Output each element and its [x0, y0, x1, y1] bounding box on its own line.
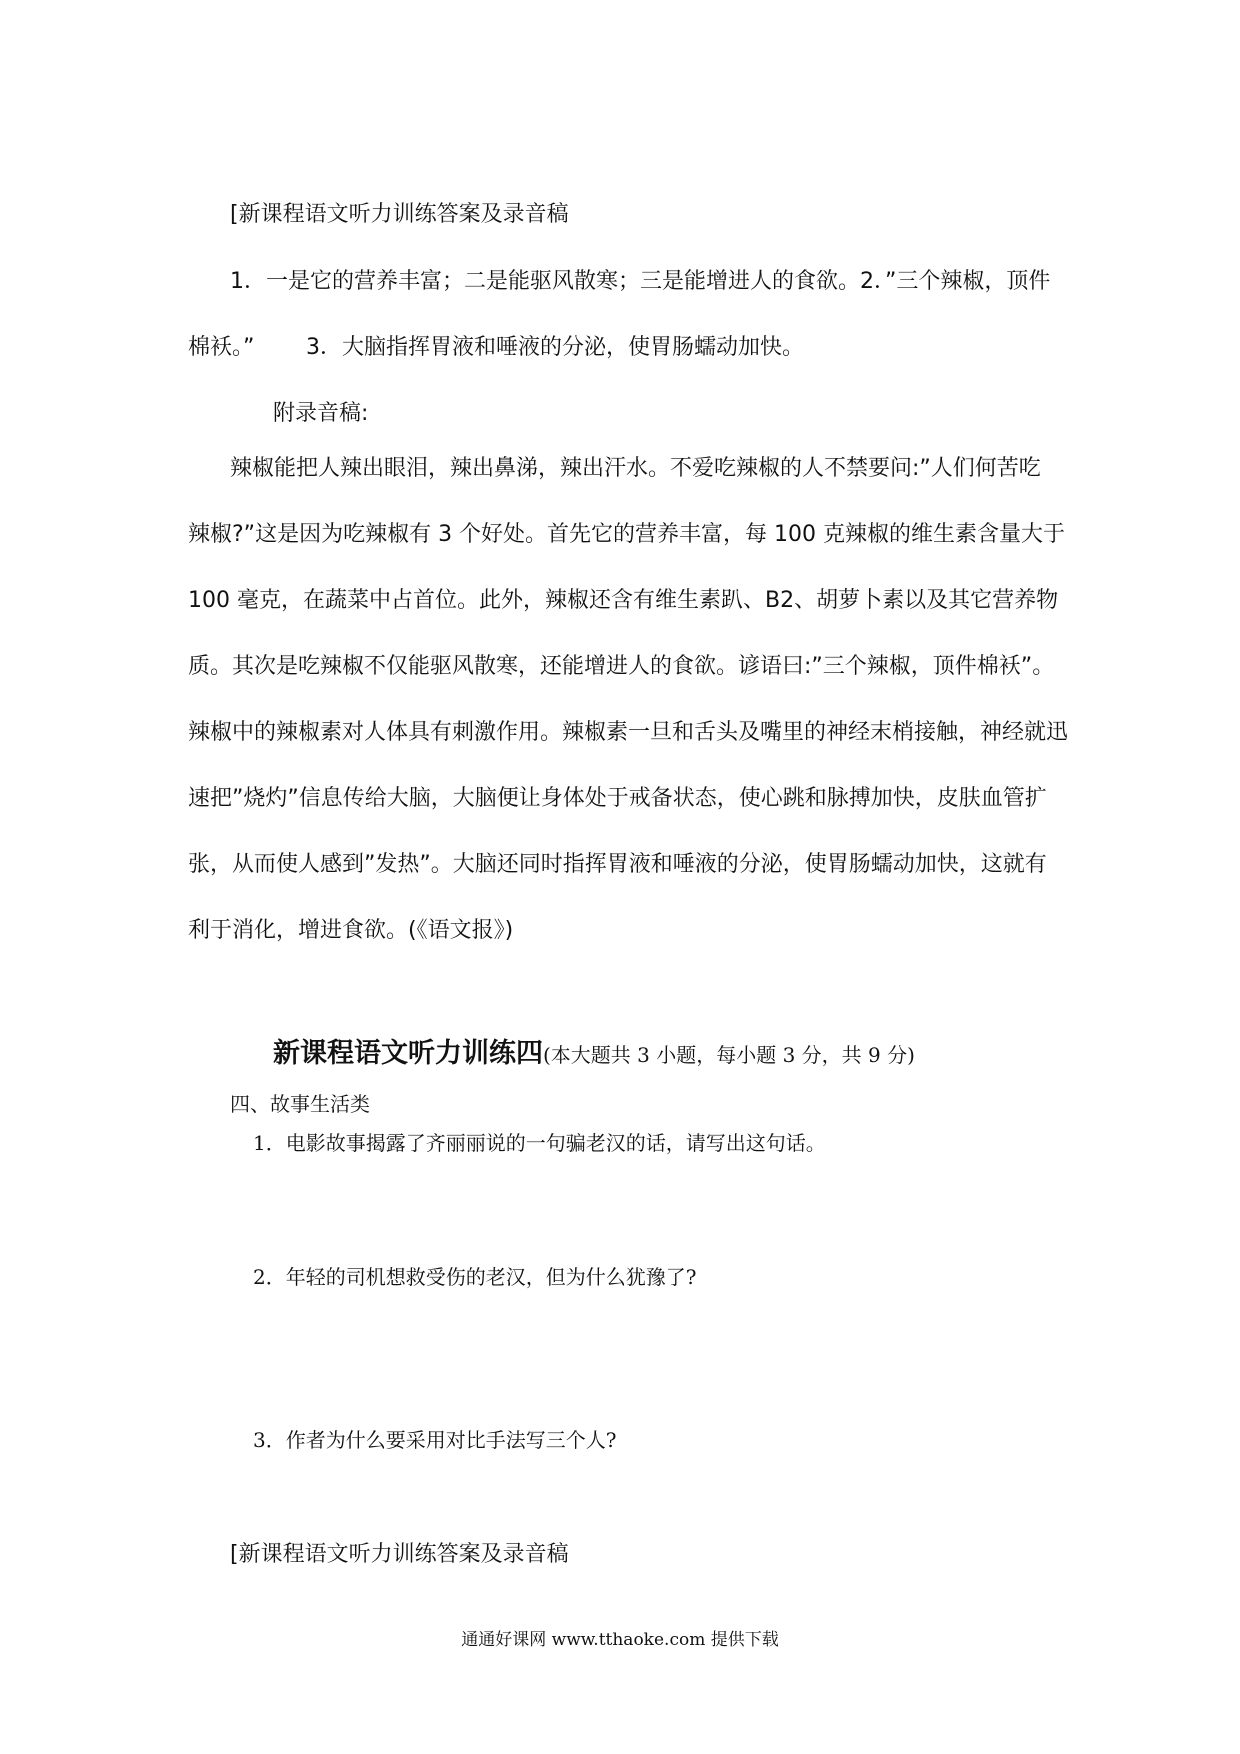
transcript-line: 辣椒?”这是因为吃辣椒有 3 个好处。首先它的营养丰富，每 100 克辣椒的维生素含量大于	[188, 522, 1066, 547]
transcript-line: 张，从而使人感到”发热”。大脑还同时指挥胃液和唾液的分泌，使胃肠蠕动加快，这就有	[188, 852, 1047, 877]
transcript-line: 利于消化，增进食欲。(《语文报》)	[188, 918, 514, 943]
exercise-title-row	[273, 1035, 915, 1075]
question-category: 四、故事生活类	[230, 1092, 370, 1116]
transcript-line: 速把”烧灼”信息传给大脑，大脑便让身体处于戒备状态，使心跳和脉搏加快，皮肤血管扩	[188, 786, 1047, 811]
answers-line-2a: 棉袄。”	[188, 335, 255, 360]
answers-line-2b: 3．大脑指挥胃液和唾液的分泌，使胃肠蠕动加快。	[306, 335, 804, 360]
question-1: 1．电影故事揭露了齐丽丽说的一句骗老汉的话，请写出这句话。	[253, 1131, 826, 1155]
appendix-label: 附录音稿:	[273, 401, 369, 426]
transcript-line: 100 毫克，在蔬菜中占首位。此外，辣椒还含有维生素趴、B2、胡萝卜素以及其它营养物	[188, 588, 1059, 613]
exercise-note: (本大题共 3 小题，每小题 3 分，共 9 分)	[543, 1043, 915, 1067]
answer-heading-2: [新课程语文听力训练答案及录音稿	[230, 1542, 569, 1567]
transcript-line: 辣椒能把人辣出眼泪，辣出鼻涕，辣出汗水。不爱吃辣椒的人不禁要问:”人们何苦吃	[230, 456, 1041, 481]
transcript-line: 质。其次是吃辣椒不仅能驱风散寒，还能增进人的食欲。谚语曰:”三个辣椒，顶件棉袄”。	[188, 654, 1055, 679]
exercise-title: 新课程语文听力训练四	[273, 1038, 543, 1069]
question-3: 3．作者为什么要采用对比手法写三个人?	[253, 1428, 617, 1452]
answers-line-1: 1．一是它的营养丰富；二是能驱风散寒；三是能增进人的食欲。2．”三个辣椒，顶件	[230, 269, 1051, 294]
page-footer: 通通好课网 www.tthaoke.com 提供下载	[461, 1630, 779, 1650]
answer-heading: [新课程语文听力训练答案及录音稿	[230, 202, 569, 227]
transcript-line: 辣椒中的辣椒素对人体具有刺激作用。辣椒素一旦和舌头及嘴里的神经末梢接触，神经就迅	[188, 720, 1069, 745]
question-2: 2．年轻的司机想救受伤的老汉，但为什么犹豫了?	[253, 1265, 697, 1289]
